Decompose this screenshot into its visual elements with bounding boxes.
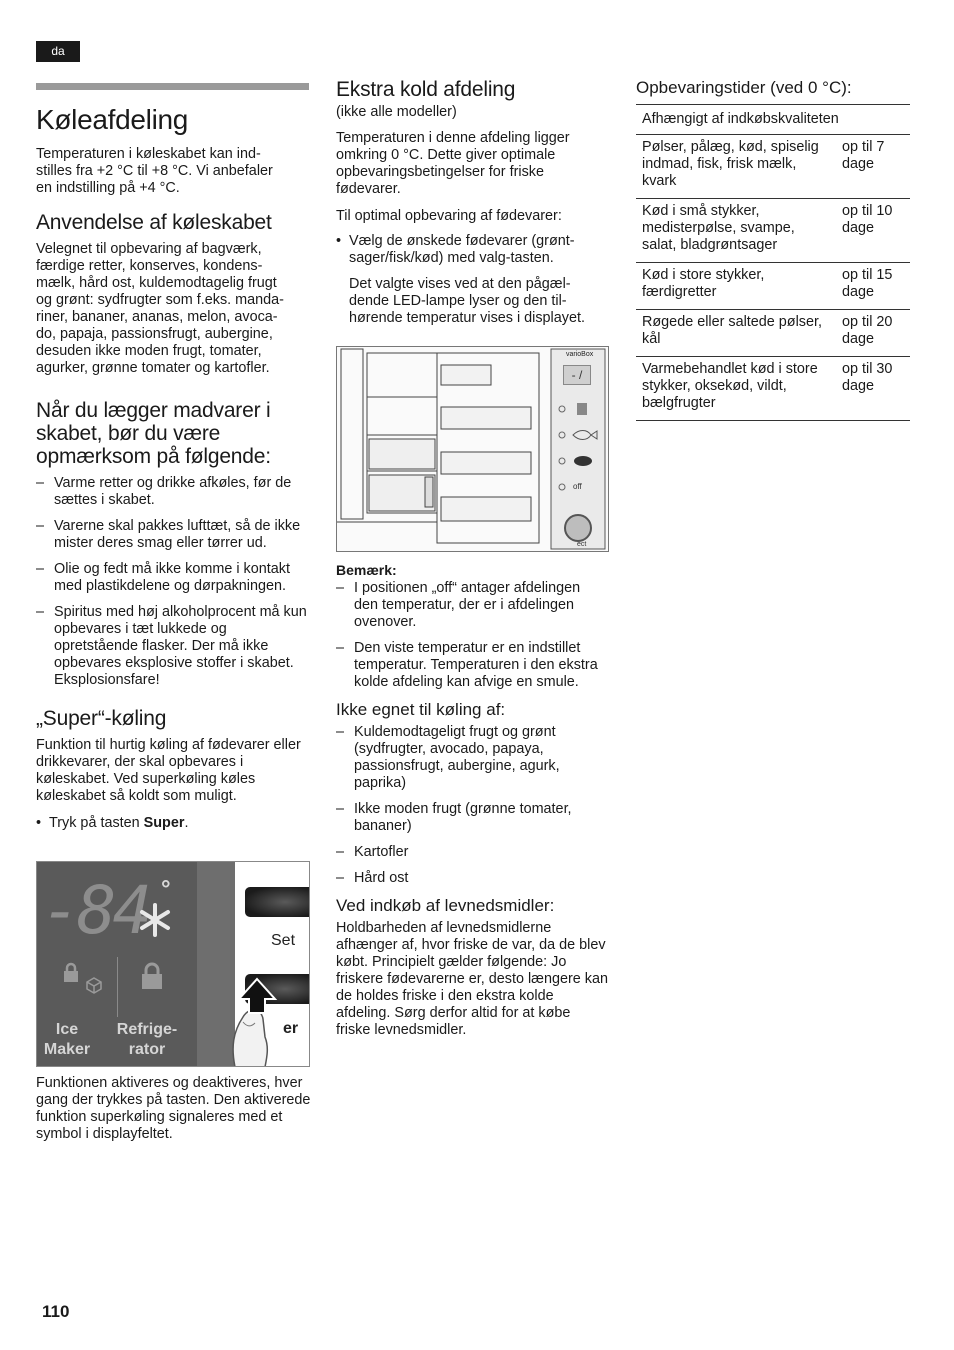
list-item: – Varerne skal pakkes lufttæt, så de ikke mister deres smag eller tørrer ud. <box>36 518 301 551</box>
heading-extra-cold: Ekstra kold afdeling <box>336 78 516 101</box>
display-panel <box>37 862 197 1066</box>
degree-symbol: ° <box>161 876 171 903</box>
select-list <box>336 233 608 267</box>
super-key-label: Super <box>143 815 185 831</box>
select-button[interactable] <box>564 514 592 542</box>
list-item: – Olie og fedt må ikke komme i kontakt med plastikdelene og dørpakningen. <box>36 561 290 594</box>
cube-icon <box>85 976 103 994</box>
table-header: Afhængigt af indkøbskvaliteten <box>636 105 910 135</box>
table-row: Varmebehandlet kød i store stykker, oksekød, vildt, bælgfrugter op til 30 dage <box>636 357 910 421</box>
selected-display-text: Det valgte vises ved at den pågæl-dende LED-lampe lyser og den til-hørende temperatur vises i displayet. <box>349 276 585 326</box>
not-suitable-list <box>336 724 608 887</box>
list-item: – Kartofler <box>336 844 409 860</box>
storing-list <box>36 475 310 689</box>
list-item: • Tryk på tasten Super. <box>36 815 189 831</box>
table-row: Pølser, pålæg, kød, spiselig indmad, fisk, frisk mælk, kvark op til 7 dage <box>636 135 910 199</box>
list-item: – Kuldemodtageligt frugt og grønt (sydfrugter, avocado, papaya, passionsfrugt, aubergine, agurk, paprika) <box>336 724 560 791</box>
table-row: Kød i små stykker, medisterpølse, svampe, salat, bladgrøntsager op til 10 dage <box>636 199 910 263</box>
extra-cold-text: Temperaturen i denne afdeling ligger omkring 0 °C. Dette giver optimale opbevaringsbetingelser for friske fødevarer. <box>336 130 570 197</box>
super-label: er <box>283 1020 299 1037</box>
page-title: Køleafdeling <box>36 104 189 135</box>
list-item: – I positionen „off“ antager afdelingen den temperatur, der er i afdelingen ovenover. <box>336 580 581 630</box>
super-text: Funktion til hurtig køling af fødevarer eller drikkevarer, der skal opbevares i køleskabet. Ved superkøling køles køleskabet så koldt som muligt. <box>36 737 301 804</box>
language-badge: da <box>36 41 80 62</box>
storage-times-title: Opbevaringstider (ved 0 °C): <box>636 78 852 97</box>
heading-super: „Super“-køling <box>36 707 167 730</box>
list-item: – Spiritus med høj alkoholprocent må kun opbevares i tæt lukkede og opretstående flasker. Der må ikke opbevares eksplosive stoffer i skabet. Eksplosionsfare! <box>36 604 307 688</box>
column-storage-times <box>636 78 910 421</box>
snowflake-icon <box>137 902 173 938</box>
panel-after-text: Funktionen aktiveres og deaktiveres, hver gang der trykkes på tasten. Den aktiverede funktion superkøling signaleres med et symbol i displayfeltet. <box>36 1075 311 1142</box>
off-label: off <box>573 482 582 491</box>
heading-not-suitable: Ikke egnet til køling af: <box>336 700 506 719</box>
buying-text: Holdbarheden af levnedsmidlerne afhænger af, hvor friske de var, da de blev købt. Principielt gælder følgende: Jo friskere fødevarerne er, desto længere kan de holdes friske i den ekstra kolde afdeling. Sørg derfor altid for at købe friske levnedsmidler. <box>336 920 608 1038</box>
lock-icon <box>61 962 81 984</box>
table-row: Kød i store stykker, færdigretter op til 15 dage <box>636 263 910 310</box>
storage-table <box>636 104 910 421</box>
column-refrigerator <box>36 104 310 841</box>
fridge-variobox-illustration <box>336 346 609 552</box>
variobox-display: - / <box>563 365 591 385</box>
page-number: 110 <box>42 1302 70 1321</box>
optimal-storage-text: Til optimal opbevaring af fødevarer: <box>336 208 562 224</box>
control-panel-illustration <box>36 861 310 1067</box>
set-button[interactable] <box>245 887 310 917</box>
list-item: – Ikke moden frugt (grønne tomater, bananer) <box>336 801 572 834</box>
list-item: • Vælg de ønskede fødevarer (grønt-sager/fisk/kød) med valg-tasten. <box>336 233 575 266</box>
heading-buying: Ved indkøb af levnedsmidler: <box>336 896 555 915</box>
note-title: Bemærk: <box>336 562 397 578</box>
table-row: Røgede eller saltede pølser, kål op til 20 dage <box>636 310 910 357</box>
list-item: – Den viste temperatur er en indstillet temperatur. Temperaturen i den ekstra kolde afdeling kan afvige en smule. <box>336 640 598 690</box>
finger-pointer-icon <box>217 977 297 1067</box>
set-label: Set <box>271 932 296 949</box>
ice-maker-label: Ice Maker <box>43 1021 91 1058</box>
heading-use: Anvendelse af køleskabet <box>36 211 272 234</box>
food-select-icons <box>557 399 603 495</box>
notes-list <box>336 580 608 691</box>
list-item: – Hård ost <box>336 870 409 886</box>
refrigerator-label: Refrige- rator <box>116 1021 178 1058</box>
heading-storing: Når du lægger madvarer i skabet, bør du være opmærksom på følgende: <box>36 399 271 468</box>
variobox-label: varioBox <box>566 351 594 358</box>
select-label: ect <box>577 541 587 548</box>
intro-text: Temperaturen i køleskabet kan ind- stilles fra +2 °C til +8 °C. Vi anbefaler en indstilling på +4 °C. <box>36 146 273 196</box>
lock-icon <box>139 962 165 992</box>
section-rule <box>36 83 309 90</box>
subtitle-models: (ikke alle modeller) <box>336 104 457 120</box>
super-bullets <box>36 815 310 832</box>
use-text: Velegnet til opbevaring af bagværk, færdige retter, konserves, kondens- mælk, hård ost, kuldemodtagelig frugt og grønt: sydfrugter som f.eks. manda- riner, bananer, ananas, melon, avoca- do, papaja, passionsfrugt, aubergine, desuden ikke moden frugt, tomater, agurker, grønne tomater og kartofler. <box>36 241 284 376</box>
notes-section <box>336 562 608 1049</box>
column-extra-cold <box>336 78 608 337</box>
temperature-digits: -84 <box>41 872 149 949</box>
list-item: – Varme retter og drikke afkøles, før de sættes i skabet. <box>36 475 292 508</box>
